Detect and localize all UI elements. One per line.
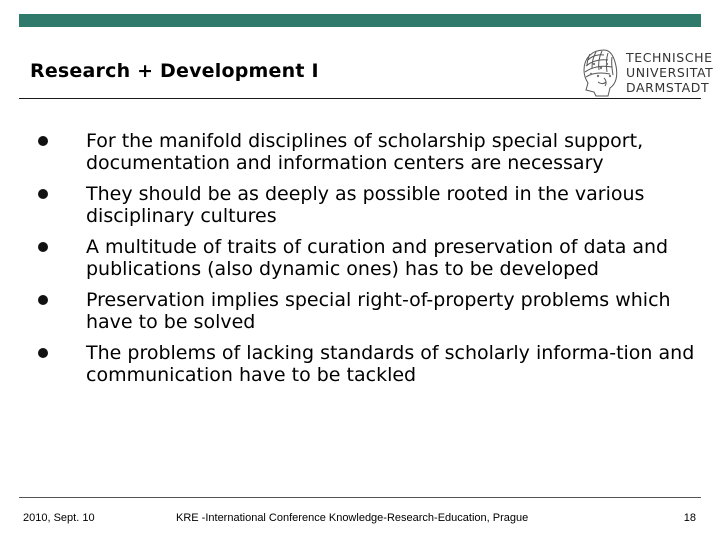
footer-divider [19,497,701,498]
bullet-text: A multitude of traits of curation and preservation of data and publications (also dynamic ones) has to be developed [86,236,669,280]
bullet-dot-icon [38,136,48,146]
university-logo-text [626,50,713,95]
title-divider [19,98,701,99]
university-logo [566,44,714,102]
bullet-dot-icon [38,348,48,358]
header-accent-bar [19,14,701,27]
logo-line-2: UNIVERSITAT [626,65,714,80]
bullet-item [38,183,708,227]
bullet-dot-icon [38,189,48,199]
footer-date: 2010, Sept. 10 [23,512,95,524]
logo-line-1: TECHNISCHE [626,50,713,65]
logo-line-3: DARMSTADT [626,80,710,95]
bullet-list [38,130,708,395]
bullet-item [38,342,708,386]
bullet-text: They should be as deeply as possible rooted in the various disciplinary cultures [86,183,645,227]
bullet-dot-icon [38,242,48,252]
bullet-text: The problems of lacking standards of scholarly informa-tion and communication have to be tackled [86,342,695,386]
bullet-dot-icon [38,295,48,305]
athena-head-logo-icon [574,46,622,98]
bullet-text: Preservation implies special right-of-property problems which have to be solved [86,289,671,333]
bullet-item [38,130,708,174]
bullet-item [38,236,708,280]
bullet-item [38,289,708,333]
bullet-text: For the manifold disciplines of scholarship special support, documentation and information centers are necessary [86,130,644,174]
slide-title: Research + Development I [30,60,319,82]
footer-page-number: 18 [683,512,696,524]
footer-conference: KRE -International Conference Knowledge-Research-Education, Prague [176,512,529,524]
